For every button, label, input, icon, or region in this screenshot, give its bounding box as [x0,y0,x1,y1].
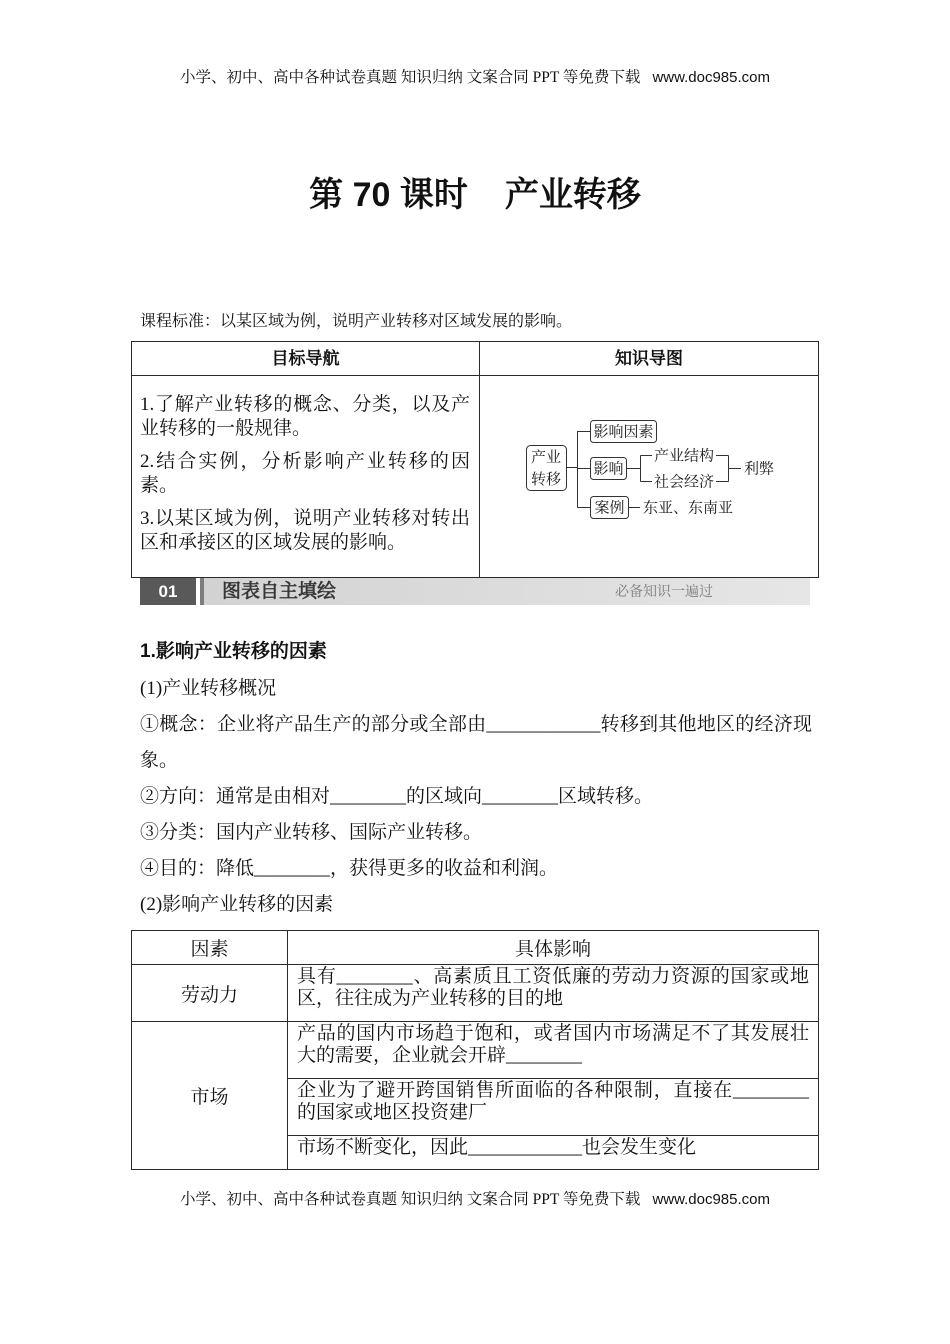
body-line: ③分类：国内产业转移、国际产业转移。 [140,822,483,843]
goal-item [140,450,470,497]
curriculum-standard: 课程标准：以某区域为例，说明产业转移对区域发展的影响。 [140,313,573,330]
impact-result: 利弊 [744,461,775,478]
lesson-topic: 产业转移 [504,176,641,214]
effect-line: 区，往往成为产业转移的目的地 [297,988,564,1009]
impact-node: 影响 [593,461,624,478]
section-banner [140,578,810,605]
effect-cell [288,1136,818,1169]
impact-item: 社会经济 [654,474,715,491]
lesson-number: 第 70 课时 [309,176,468,214]
body-line: 象。 [140,750,179,771]
goals-list [140,393,470,564]
goal-line: 业转移的一般规律。 [140,417,312,439]
factors-table [131,930,819,1170]
factor-labor: 劳动力 [180,984,238,1006]
page-header [0,69,950,87]
effect-line: 具有________、高素质且工资低廉的劳动力资源的国家或地 [297,966,809,987]
factor-market: 市场 [190,1087,229,1108]
page-header-site: www.doc985.com [652,69,770,86]
result-connector [716,456,741,482]
page-title [0,175,950,215]
impact-connector [627,456,652,482]
goal-line: 3.以某区域为例，说明产业转移对转出 [140,508,470,529]
part-title: (1)产业转移概况 [140,678,277,699]
effect-column-header: 具体影响 [514,939,591,960]
goal-item [140,393,470,440]
section-tagline: 必备知识一遍过 [615,583,713,599]
body-line: ④目的：降低________，获得更多的收益和利润。 [140,858,559,879]
impact-item: 产业结构 [654,448,715,465]
section-heading: 1.影响产业转移的因素 [140,641,327,662]
effect-cell [288,1079,818,1135]
page-footer [0,1191,950,1209]
section-body [140,671,812,923]
part-title: (2)影响产业转移的因素 [140,894,334,915]
factors-node: 影响因素 [593,424,654,441]
effect-cell [288,965,818,1021]
goal-line: 素。 [140,474,179,496]
page-header-text: 小学、初中、高中各种试卷真题 知识归纳 文案合同 PPT 等免费下载 [180,69,641,86]
goals-header: 目标导航 [271,349,340,368]
page-footer-site: www.doc985.com [652,1191,770,1208]
section-number: 01 [140,578,196,605]
effect-line: 产品的国内市场趋于饱和，或者国内市场满足不了其发展壮 [297,1023,809,1044]
section-title: 图表自主填绘 [222,581,337,602]
mind-map-header: 知识导图 [615,349,683,368]
root-connector [567,431,590,508]
body-line: ①概念：企业将产品生产的部分或全部由____________转移到其他地区的经济现 [140,714,812,735]
goal-item [140,507,470,554]
effect-line: 的国家或地区投资建厂 [297,1102,488,1123]
root-node-line: 转移 [530,472,562,488]
goal-line: 2.结合实例，分析影响产业转移的因 [140,451,470,472]
effect-line: 企业为了避开跨国销售所面临的各种限制，直接在________ [297,1080,809,1101]
page-footer-text: 小学、初中、高中各种试卷真题 知识归纳 文案合同 PPT 等免费下载 [180,1191,641,1208]
knowledge-mind-map [479,375,818,576]
goal-line: 1.了解产业转移的概念、分类，以及产 [140,394,470,415]
factor-column-header: 因素 [190,939,229,960]
root-node-line: 产业 [530,450,562,466]
banner-stripe [200,578,204,605]
goal-line: 区和承接区的区域发展的影响。 [140,531,407,553]
effect-cell [288,1022,818,1078]
case-example: 东亚、东南亚 [643,500,734,517]
case-node: 案例 [594,500,625,517]
body-line: ②方向：通常是由相对________的区域向________区域转移。 [140,786,654,807]
overview-table [131,341,819,578]
effect-line: 市场不断变化，因此____________也会发生变化 [297,1137,697,1158]
effect-line: 大的需要，企业就会开辟________ [297,1045,583,1066]
